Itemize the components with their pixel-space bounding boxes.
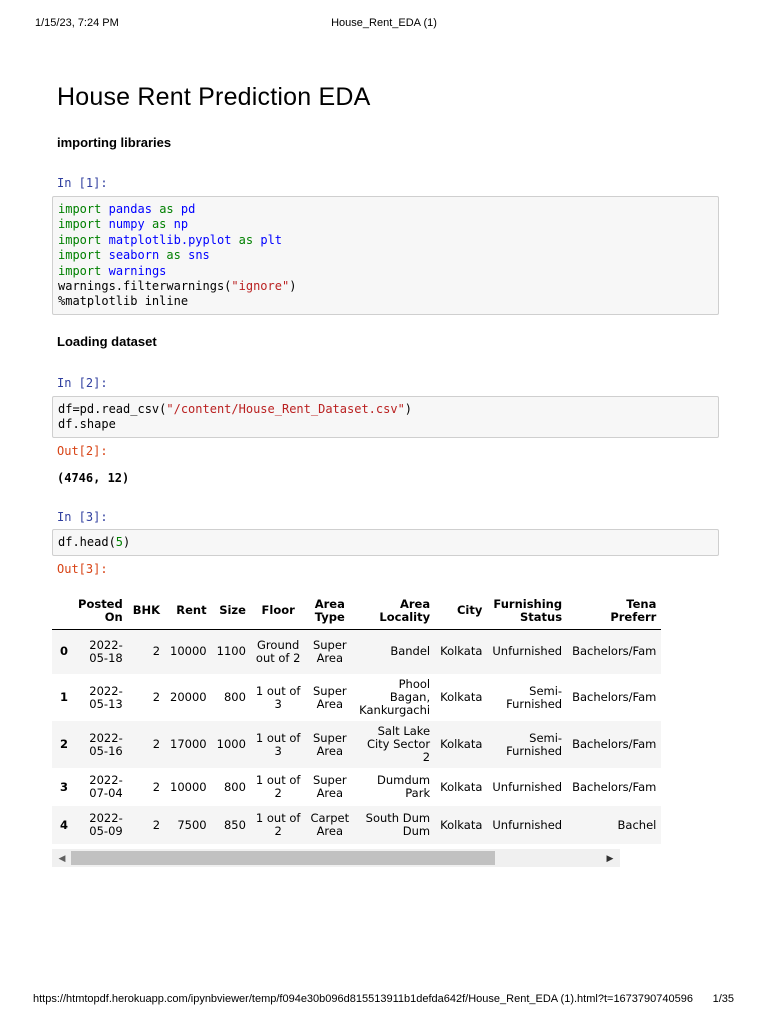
table-cell: 2 bbox=[152, 817, 161, 832]
column-header: BHK bbox=[128, 593, 165, 629]
row-index: 3 bbox=[60, 779, 69, 794]
table-cell: 1 out of 2 bbox=[255, 811, 301, 838]
table-cell: 1 out of 3 bbox=[255, 730, 301, 758]
table-cell: 1100 bbox=[216, 644, 246, 659]
table-cell: Bachelors/Fam bbox=[572, 779, 657, 794]
column-header: Rent bbox=[165, 593, 212, 629]
output-prompt-2: Out[2]: bbox=[57, 444, 108, 458]
table-header-row bbox=[52, 593, 661, 629]
input-prompt-1: In [1]: bbox=[57, 176, 108, 190]
print-footer bbox=[0, 993, 768, 1007]
table-cell: 2022- 05-13 bbox=[89, 683, 123, 711]
column-header: Furnishing Status bbox=[487, 593, 567, 629]
triangle-right-icon[interactable]: ▶ bbox=[606, 853, 614, 863]
print-doc-title: House_Rent_EDA (1) bbox=[331, 17, 437, 29]
table-cell: Super Area bbox=[312, 730, 347, 758]
input-prompt-3: In [3]: bbox=[57, 510, 108, 524]
table-cell: 1 out of 3 bbox=[255, 683, 301, 711]
table-cell: 7500 bbox=[177, 817, 207, 832]
table-cell: Unfurnished bbox=[492, 644, 563, 659]
table-cell: Super Area bbox=[312, 637, 347, 665]
code-cell-3[interactable]: df.head(5) bbox=[52, 529, 719, 556]
scrollbar-thumb[interactable] bbox=[71, 851, 495, 865]
table-cell: 2 bbox=[152, 779, 161, 794]
table-cell: 1000 bbox=[216, 737, 246, 751]
table-cell: Super Area bbox=[312, 683, 347, 711]
table-row bbox=[52, 768, 661, 806]
table-cell: Dumdum Park bbox=[376, 773, 431, 800]
notebook-title: House Rent Prediction EDA bbox=[57, 83, 371, 111]
section-heading-importing: importing libraries bbox=[57, 135, 172, 150]
table-cell: Kolkata bbox=[440, 737, 483, 751]
column-header: Size bbox=[212, 593, 251, 629]
table-cell: Super Area bbox=[312, 773, 347, 800]
column-header: Area Locality bbox=[354, 593, 435, 629]
table-cell: Unfurnished bbox=[492, 779, 563, 794]
print-datetime: 1/15/23, 7:24 PM bbox=[35, 17, 119, 29]
table-cell: 2 bbox=[152, 737, 161, 751]
horizontal-scrollbar[interactable] bbox=[52, 849, 620, 867]
table-cell: 2022- 05-09 bbox=[89, 811, 123, 838]
table-cell: Bachel bbox=[617, 817, 657, 832]
table-cell: Bandel bbox=[390, 644, 431, 659]
table-cell: South Dum Dum bbox=[365, 811, 431, 838]
table-cell: Kolkata bbox=[440, 644, 483, 659]
index-header bbox=[52, 593, 73, 629]
column-header: Floor bbox=[251, 593, 306, 629]
table-cell: Semi- Furnished bbox=[506, 683, 563, 711]
print-header bbox=[0, 17, 768, 31]
output-prompt-3: Out[3]: bbox=[57, 562, 108, 576]
table-cell: 2022- 07-04 bbox=[89, 773, 123, 800]
table-cell: Kolkata bbox=[440, 779, 483, 794]
table-cell: Kolkata bbox=[440, 817, 483, 832]
table-cell: Phool Bagan, Kankurgachi bbox=[359, 677, 431, 717]
table-cell: Kolkata bbox=[440, 690, 483, 704]
table-cell: Ground out of 2 bbox=[255, 637, 301, 665]
row-index: 2 bbox=[60, 737, 69, 751]
row-index: 4 bbox=[60, 817, 69, 832]
table-cell: Bachelors/Fam bbox=[572, 644, 657, 659]
section-heading-loading: Loading dataset bbox=[57, 334, 157, 349]
table-row bbox=[52, 806, 661, 844]
column-header: Area Type bbox=[305, 593, 354, 629]
table-cell: 20000 bbox=[170, 690, 207, 704]
table-cell: Carpet Area bbox=[310, 811, 350, 838]
code-cell-1[interactable]: import pandas as pd import numpy as np import matplotlib.pyplot as plt import seaborn as sns import warnings warnings.filterwarnings("ignore") %matplotlib inline bbox=[52, 196, 719, 315]
column-header: Posted On bbox=[73, 593, 128, 629]
triangle-left-icon[interactable]: ◀ bbox=[58, 853, 66, 863]
table-cell: 1 out of 2 bbox=[255, 773, 301, 800]
table-cell: 800 bbox=[223, 690, 246, 704]
column-header: Tena Preferr bbox=[567, 593, 661, 629]
table-cell: 800 bbox=[223, 779, 246, 794]
print-page-number: 1/35 bbox=[712, 993, 734, 1005]
print-url: https://htmtopdf.herokuapp.com/ipynbviewer/temp/f094e30b096d815513911b1defda642f/House_Rent_EDA (1).html?t=1673790740596 bbox=[33, 993, 693, 1005]
row-index: 1 bbox=[60, 690, 69, 704]
table-cell: Bachelors/Fam bbox=[572, 690, 657, 704]
table-cell: Semi- Furnished bbox=[506, 730, 563, 758]
table-row bbox=[52, 629, 661, 674]
output-shape: (4746, 12) bbox=[57, 471, 130, 485]
column-header: City bbox=[435, 593, 487, 629]
dataframe-output bbox=[52, 593, 657, 868]
table-cell: 10000 bbox=[170, 779, 207, 794]
table-cell: 2 bbox=[152, 644, 161, 659]
table-cell: Salt Lake City Sector 2 bbox=[366, 724, 431, 764]
table-cell: 2022- 05-18 bbox=[89, 637, 123, 665]
table-cell: 10000 bbox=[170, 644, 207, 659]
table-cell: Unfurnished bbox=[492, 817, 563, 832]
table-cell: 2022- 05-16 bbox=[89, 730, 123, 758]
table-cell: 2 bbox=[152, 690, 161, 704]
table-row bbox=[52, 674, 661, 721]
table-cell: 17000 bbox=[170, 737, 207, 751]
table-cell: 850 bbox=[223, 817, 246, 832]
table-row bbox=[52, 721, 661, 768]
input-prompt-2: In [2]: bbox=[57, 376, 108, 390]
row-index: 0 bbox=[60, 644, 69, 659]
table-cell: Bachelors/Fam bbox=[572, 737, 657, 751]
dataframe-table bbox=[52, 593, 661, 844]
code-cell-2[interactable]: df=pd.read_csv("/content/House_Rent_Dataset.csv") df.shape bbox=[52, 396, 719, 438]
